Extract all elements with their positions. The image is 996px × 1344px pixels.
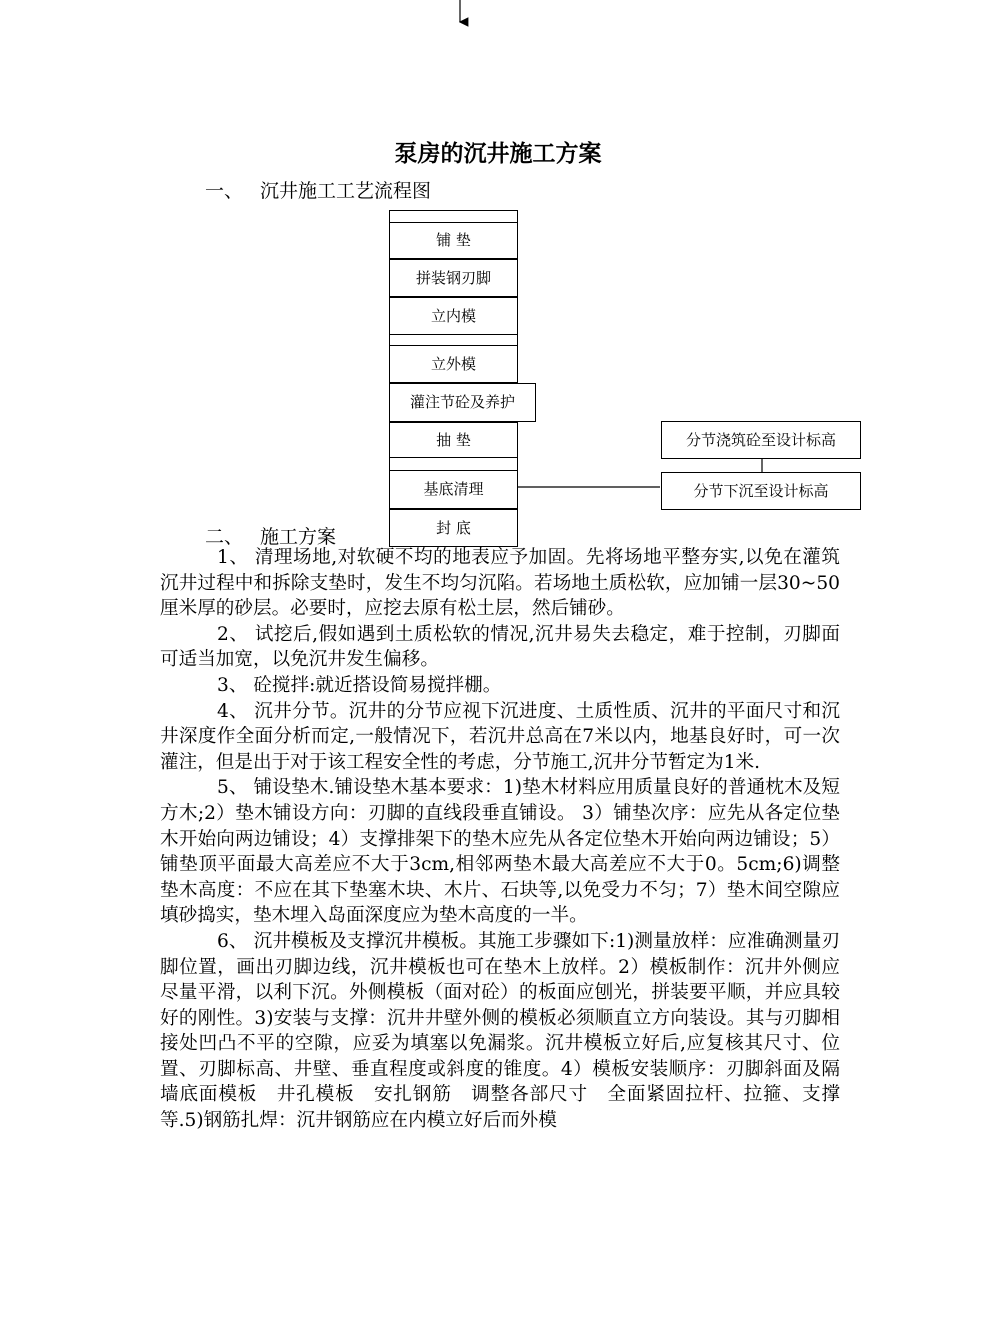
document-title: 泵房的沉井施工方案 [394,140,602,167]
flow-step-2: 拼装钢刃脚 [389,259,518,297]
paragraph-2: 2、 试挖后,假如遇到土质松软的情况,沉井易失去稳定，难于控制，刃脚面可适当加宽，以免沉井发生偏移。 [160,623,840,671]
flow-side-step-1: 分节浇筑砼至设计标高 [661,421,861,459]
flow-step-4: 立外模 [389,345,518,383]
paragraph-4: 4、 沉井分节。沉井的分节应视下沉进度、土质性质、沉井的平面尺寸和沉井深度作全面分析而定,一般情况下，若沉井总高在7米以内，地基良好时，可一次灌注，但是出于对于该工程安全性的考虑，分节施工,沉井分节暂定为1米. [160,700,840,773]
flow-step-6: 抽 垫 [389,422,518,458]
paragraph-1: 1、 清理场地,对软硬不均的地表应予加固。先将场地平整夯实,以免在灌筑沉井过程中和拆除支垫时，发生不均匀沉陷。若场地土质松软，应加铺一层30~50厘米厚的砂层。必要时，应挖去原有松土层，然后铺砂。 [160,547,840,620]
paragraph-5: 5、 铺设垫木.铺设垫木基本要求：1)垫木材料应用质量良好的普通枕木及短方木;2）垫木铺设方向：刃脚的直线段垂直铺设。 3）铺垫次序：应先从各定位垫木开始向两边铺设；4）支撑排架下的垫木应先从各定位垫木开始向两边铺设；5）铺垫顶平面最大高差应不大于3cm,相邻两垫木最大高差应不大于0。5cm;6)调整垫木高度：不应在其下垫塞木块、木片、石块等,以免受力不匀；7）垫木间空隙应填砂捣实，垫木埋入岛面深度应为垫木高度的一半。 [160,777,840,927]
section-2-text: 施工方案 [260,526,337,548]
flow-step-3: 立内模 [389,297,518,335]
section-1-number: 一、 [205,180,244,202]
flow-step-1: 铺 垫 [389,222,518,259]
body-text [160,545,840,1134]
paragraph-6: 6、 沉井模板及支撑沉井模板。其施工步骤如下:1)测量放样：应准确测量刃脚位置，画出刃脚边线，沉井模板也可在垫木上放样。2）模板制作：沉井外侧应尽量平滑，以利下沉。外侧模板（面对砼）的板面应刨光，拼装要平顺，并应具较好的刚性。3)安装与支撑：沉井井壁外侧的模板必须顺直立方向装设。其与刃脚相接处凹凸不平的空隙，应妥为填塞以免漏浆。沉井模板立好后,应复核其尺寸、位置、刃脚标高、井壁、垂直程度或斜度的锥度。4）模板安装顺序：刃脚斜面及隔墙底面模板 井孔模板 安扎钢筋 调整各部尺寸 全面紧固拉杆、拉箍、支撑等.5)钢筋扎焊：沉井钢筋应在内模立好后而外模 [160,930,840,1132]
section-1-text: 沉井施工工艺流程图 [260,180,432,202]
section-1-heading [205,176,431,203]
flow-step-8: 封 底 [389,509,518,547]
flow-side-step-2: 分节下沉至设计标高 [661,472,861,510]
section-2-number: 二、 [205,526,244,548]
flow-step-5: 灌注节砼及养护 [389,383,536,422]
paragraph-3: 3、 砼搅拌:就近搭设简易搅拌棚。 [217,674,502,696]
flow-step-7: 基底清理 [389,470,518,509]
